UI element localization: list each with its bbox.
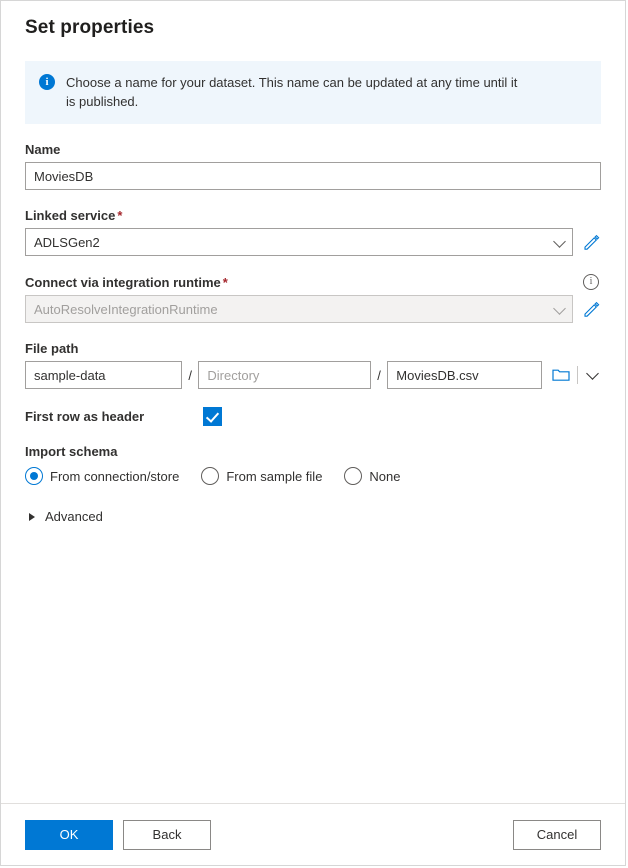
import-schema-radio-group	[25, 467, 601, 485]
radio-from-sample-file[interactable]	[201, 467, 322, 485]
radio-label: From sample file	[226, 468, 323, 484]
linked-service-value: ADLSGen2	[34, 234, 100, 250]
first-row-as-header-checkbox[interactable]	[203, 407, 222, 426]
integration-runtime-label-row	[25, 274, 601, 290]
radio-indicator	[25, 467, 43, 485]
integration-runtime-label-text: Connect via integration runtime	[25, 274, 221, 290]
file-path-directory-input[interactable]: Directory	[198, 361, 370, 389]
page-title: Set properties	[25, 17, 155, 38]
chevron-down-icon[interactable]	[584, 365, 601, 385]
import-schema-label: Import schema	[25, 444, 118, 459]
dialog-footer	[1, 803, 625, 865]
file-path-row	[25, 361, 601, 389]
triangle-right-icon	[29, 513, 35, 521]
integration-runtime-dropdown[interactable]	[25, 295, 573, 323]
file-path-container-input[interactable]: sample-data	[25, 361, 182, 389]
edit-linked-service-pencil-icon[interactable]	[583, 233, 601, 251]
linked-service-row	[25, 228, 601, 256]
radio-from-connection-store[interactable]	[25, 467, 179, 485]
cancel-button[interactable]: Cancel	[513, 820, 601, 850]
info-icon: i	[39, 74, 55, 90]
linked-service-dropdown[interactable]	[25, 228, 573, 256]
file-path-separator-1: /	[188, 367, 193, 383]
file-path-label: File path	[25, 341, 79, 356]
file-path-separator-2: /	[377, 367, 381, 383]
name-input[interactable]: MoviesDB	[25, 162, 601, 190]
name-label: Name	[25, 142, 61, 157]
radio-label: None	[369, 468, 401, 484]
back-button[interactable]: Back	[123, 820, 211, 850]
radio-indicator	[201, 467, 219, 485]
first-row-as-header-row	[25, 407, 601, 426]
radio-indicator	[344, 467, 362, 485]
linked-service-required: *	[117, 208, 123, 223]
file-path-filename-input[interactable]: MoviesDB.csv	[387, 361, 542, 389]
chevron-down-icon	[553, 302, 566, 315]
folder-icon[interactable]	[551, 365, 570, 385]
integration-runtime-info-circle-icon[interactable]: i	[583, 274, 599, 290]
info-banner	[25, 61, 601, 124]
advanced-label: Advanced	[45, 509, 103, 524]
dialog-body	[1, 1, 625, 803]
edit-integration-runtime-pencil-icon[interactable]	[583, 300, 601, 318]
integration-runtime-label	[25, 275, 228, 290]
integration-runtime-required: *	[222, 274, 228, 290]
info-banner-text: Choose a name for your dataset. This name can be updated at any time until it is published.	[66, 75, 518, 109]
integration-runtime-row	[25, 295, 601, 323]
radio-label: From connection/store	[50, 468, 180, 484]
toolbar-divider	[577, 366, 578, 384]
integration-runtime-value: AutoResolveIntegrationRuntime	[34, 301, 218, 317]
chevron-down-icon	[553, 235, 566, 248]
radio-none[interactable]	[344, 467, 400, 485]
linked-service-label-text: Linked service	[25, 208, 116, 223]
linked-service-label	[25, 208, 601, 223]
first-row-as-header-label: First row as header	[25, 409, 145, 424]
ok-button[interactable]: OK	[25, 820, 113, 850]
advanced-section-toggle[interactable]	[25, 509, 601, 524]
